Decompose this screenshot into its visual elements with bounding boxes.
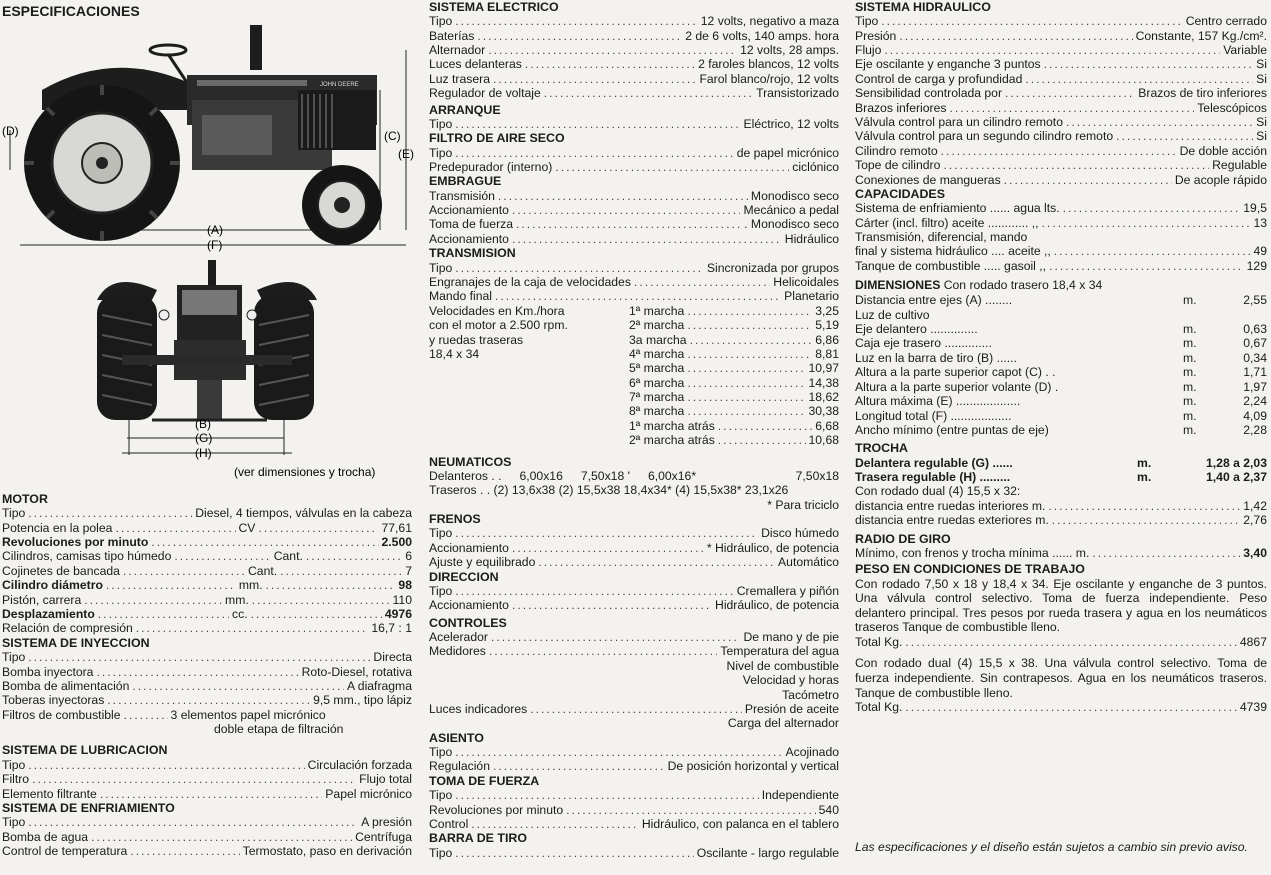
spec-row: Control de carga y profundidad ..... Si xyxy=(855,72,1267,86)
spec-row: Bomba inyectora ..... Roto-Diesel, rotativa xyxy=(2,665,412,679)
dim-label-h: (H) xyxy=(195,446,212,460)
dim-label-f: (F) xyxy=(207,238,223,252)
spec-row: Predepurador (interno) ..... ciclónico xyxy=(429,160,839,174)
gear-row: 2ª marcha ..... 5,19 xyxy=(629,318,839,332)
dimension-row: Longitud total (F) .................. m. 4,09 xyxy=(855,408,1267,423)
spec-row: Engranajes de la caja de velocidades ..... Helicoidales xyxy=(429,275,839,289)
transmision-title: TRANSMISION xyxy=(429,246,516,261)
spec-row: Tipo ..... Directa xyxy=(2,650,412,664)
gear-row: 4ª marcha ..... 8,81 xyxy=(629,347,839,361)
spec-row: Alternador ..... 12 volts, 28 amps. xyxy=(429,43,839,57)
hidraulico-title: SISTEMA HIDRAULICO xyxy=(855,0,991,14)
gear-row: 6ª marcha ..... 14,38 xyxy=(629,376,839,390)
spec-row: Luces delanteras ..... 2 faroles blancos, 12 volts xyxy=(429,57,839,71)
spec-row: Cárter (incl. filtro) aceite ............ ,, ..... 13 xyxy=(855,216,1267,230)
filtro-aire-title: FILTRO DE AIRE SECO xyxy=(429,131,565,146)
spec-row: Tipo ..... Disco húmedo xyxy=(429,526,839,540)
spec-row: Accionamiento ..... Hidráulico xyxy=(429,232,839,246)
trocha-row: Delantera regulable (G) ...... m. 1,28 a 2,03 xyxy=(855,455,1267,470)
spec-row: Revoluciones por minuto ..... 2.500 xyxy=(2,535,412,549)
spec-row: Luces indicadores ..... Presión de aceite xyxy=(429,702,839,716)
peso-title: PESO EN CONDICIONES DE TRABAJO xyxy=(855,562,1085,577)
brand-badge: JOHN DEERE xyxy=(320,82,359,88)
trocha-dual-list xyxy=(855,499,1267,528)
capacidades-transmision: Transmisión, diferencial, mando xyxy=(855,230,1028,245)
dimension-row: Ancho mínimo (entre puntas de eje) m. 2,28 xyxy=(855,422,1267,437)
gear-description-line: y ruedas traseras xyxy=(429,332,524,347)
spec-row: Accionamiento ..... Mecánico a pedal xyxy=(429,203,839,217)
spec-row: Válvula control para un segundo cilindro remoto ..... Si xyxy=(855,129,1267,143)
gear-speeds xyxy=(429,304,839,448)
dim-label-b: (B) xyxy=(195,417,211,431)
spec-row-continued: Nivel de combustible xyxy=(726,658,839,673)
toma-fuerza-list xyxy=(429,788,839,831)
spec-row-continued: doble etapa de filtración xyxy=(214,722,344,737)
enfriamiento-list xyxy=(2,815,412,858)
column-right xyxy=(855,0,1267,854)
spec-row: Tanque de combustible ..... gasoil ,, ..... 129 xyxy=(855,259,1267,273)
filtro-aire-list xyxy=(429,146,839,175)
spec-row: Total Kg. ..... 4739 xyxy=(855,700,1267,714)
figure-caption: (ver dimensiones y trocha) xyxy=(234,465,376,479)
spec-row: Medidores ..... Temperatura del agua xyxy=(429,644,839,658)
electrico-list xyxy=(429,14,839,100)
embrague-list xyxy=(429,189,839,247)
spec-row-continued: Tacómetro xyxy=(782,687,839,702)
asiento-list xyxy=(429,745,839,774)
tractor-side-view-illustration xyxy=(2,20,414,260)
inyeccion-list xyxy=(2,650,412,708)
spec-row: Sistema de enfriamiento ...... agua lts. ..... 19,5 xyxy=(855,201,1267,215)
dimensiones-list xyxy=(855,293,1267,437)
spec-row: Mando final ..... Planetario xyxy=(429,289,839,303)
lubricacion-title: SISTEMA DE LUBRICACION xyxy=(2,743,168,758)
column-left xyxy=(2,0,412,858)
embrague-title: EMBRAGUE xyxy=(429,174,502,189)
spec-row: Pistón, carrera ..... mm. ..... 110 xyxy=(2,593,412,607)
spec-row-continued: Carga del alternador xyxy=(727,716,839,731)
spec-row: Filtros de combustible ..... 3 elementos papel micrónico xyxy=(2,708,412,722)
gear-speeds-description xyxy=(429,304,629,448)
spec-row: Conexiones de mangueras ..... De acople rápido xyxy=(855,173,1267,187)
dim-label-g: (G) xyxy=(195,431,213,445)
spec-row: Cilindro remoto ..... De doble acción xyxy=(855,144,1267,158)
dimension-row: Eje delantero .............. m. 0,63 xyxy=(855,322,1267,337)
spec-row: Tope de cilindro ..... Regulable xyxy=(855,158,1267,172)
spec-row: Filtro ..... Flujo total xyxy=(2,772,412,786)
dimension-row: Luz de cultivo xyxy=(855,307,930,322)
spec-row: Bomba de alimentación ..... A diafragma xyxy=(2,679,412,693)
spec-row: Luz trasera ..... Farol blanco/rojo, 12 volts xyxy=(429,72,839,86)
dim-label-d: (D) xyxy=(2,124,19,138)
gear-row: 1ª marcha atrás ..... 6,68 xyxy=(629,419,839,433)
dim-label-e: (E) xyxy=(398,147,414,161)
spec-row: Presión ..... Constante, 157 Kg./cm². xyxy=(855,29,1267,43)
controles-list xyxy=(429,630,839,659)
spec-row: Tipo ..... Sincronizada por grupos xyxy=(429,261,839,275)
enfriamiento-title: SISTEMA DE ENFRIAMIENTO xyxy=(2,800,175,815)
electrico-title: SISTEMA ELECTRICO xyxy=(429,0,559,14)
lubricacion-list xyxy=(2,758,412,801)
spec-row: Cilindros, camisas tipo húmedo ..... Cant. ..... 6 xyxy=(2,549,412,563)
barra-tiro-list xyxy=(429,846,839,860)
spec-row: Total Kg. ..... 4867 xyxy=(855,635,1267,649)
spec-row: Tipo ..... Eléctrico, 12 volts xyxy=(429,117,839,131)
spec-row: Ajuste y equilibrado ..... Automático xyxy=(429,555,839,569)
gear-row: 5ª marcha ..... 10,97 xyxy=(629,361,839,375)
frenos-title: FRENOS xyxy=(429,512,481,527)
spec-row: distancia entre ruedas interiores m. ..... 1,42 xyxy=(855,499,1267,513)
neumaticos-delanteros: Delanteros . . 6,00x16 7,50x18 ' 6,00x16* 7,50x18 xyxy=(429,468,839,483)
frenos-list xyxy=(429,526,839,569)
direccion-title: DIRECCION xyxy=(429,569,499,584)
radio-giro-title: RADIO DE GIRO xyxy=(855,531,951,546)
barra-tiro-title: BARRA DE TIRO xyxy=(429,831,527,846)
spec-row: Sensibilidad controlada por ..... Brazos de tiro inferiores xyxy=(855,86,1267,100)
spec-row: Acelerador ..... De mano y de pie xyxy=(429,630,839,644)
spec-title: ESPECIFICACIONES xyxy=(2,3,140,19)
capacidades-list xyxy=(855,201,1267,230)
gear-row: 2ª marcha atrás ..... 10,68 xyxy=(629,433,839,447)
trocha-list xyxy=(855,456,1267,485)
spec-row: Tipo ..... Cremallera y piñón xyxy=(429,584,839,598)
dimension-row: Altura máxima (E) ................... m. 2,24 xyxy=(855,394,1267,409)
spec-row: Regulador de voltaje ..... Transistorizado xyxy=(429,86,839,100)
spec-row: Mínimo, con frenos y trocha mínima ...... m. ..... 3,40 xyxy=(855,546,1267,560)
capacidades-title: CAPACIDADES xyxy=(855,186,945,201)
spec-row: Potencia en la polea ..... CV ..... 77,61 xyxy=(2,521,412,535)
spec-row: distancia entre ruedas exteriores m. ..... 2,76 xyxy=(855,513,1267,527)
gear-description-line: Velocidades en Km./hora xyxy=(429,303,565,318)
dimension-row: Altura a la parte superior volante (D) . m. 1,97 xyxy=(855,379,1267,394)
motor-title: MOTOR xyxy=(2,492,48,506)
dimension-row: Luz en la barra de tiro (B) ...... m. 0,34 xyxy=(855,350,1267,365)
footer-note: Las especificaciones y el diseño están sujetos a cambio sin previo aviso. xyxy=(855,840,1248,854)
hidraulico-list xyxy=(855,14,1267,187)
neumaticos-title: NEUMATICOS xyxy=(429,454,512,469)
direccion-list xyxy=(429,584,839,613)
dim-label-c: (C) xyxy=(384,129,401,143)
tractor-rear-view-illustration xyxy=(2,260,414,492)
spec-row: Desplazamiento ..... cc. ..... 4976 xyxy=(2,607,412,621)
dimension-row: Altura a la parte superior capot (C) . . m. 1,71 xyxy=(855,365,1267,380)
motor-list xyxy=(2,506,412,636)
gear-description-line: 18,4 x 34 xyxy=(429,346,480,361)
spec-row: Accionamiento ..... Hidráulico, de potencia xyxy=(429,598,839,612)
spec-row: Tipo ..... de papel micrónico xyxy=(429,146,839,160)
spec-row: Elemento filtrante ..... Papel micrónico xyxy=(2,787,412,801)
spec-row: Cilindro diámetro ..... mm. ..... 98 xyxy=(2,578,412,592)
spec-row: Revoluciones por minuto ..... 540 xyxy=(429,803,839,817)
column-middle xyxy=(429,0,839,860)
neumaticos-traseros: Traseros . . (2) 13,6x38 (2) 15,5x38 18,4x34* (4) 15,5x38* 23,1x26 xyxy=(429,483,789,498)
spec-row: Control de temperatura ..... Termostato, paso en derivación xyxy=(2,844,412,858)
controles-title: CONTROLES xyxy=(429,615,507,630)
gear-row: 7ª marcha ..... 18,62 xyxy=(629,390,839,404)
peso-paragraph-1: Con rodado 7,50 x 18 y 18,4 x 34. Eje oscilante y enganche de 3 puntos. Una válvula control selectivo. Toma de fuerza independiente. Peso delantero principal. Tres pesos por rueda trasera y agua en los neumáticos traseros Tanque de combustible lleno. xyxy=(855,576,1267,635)
spec-row: Tipo ..... Oscilante - largo regulable xyxy=(429,846,839,860)
spec-row: Baterías ..... 2 de 6 volts, 140 amps. hora xyxy=(429,29,839,43)
spec-row: Tipo ..... Acojinado xyxy=(429,745,839,759)
capacidades-list-2 xyxy=(855,244,1267,273)
gear-description-line: con el motor a 2.500 rpm. xyxy=(429,318,568,333)
spec-row: Relación de compresión ..... 16,7 : 1 xyxy=(2,621,412,635)
trocha-dual: Con rodado dual (4) 15,5 x 32: xyxy=(855,484,1021,499)
spec-row: Accionamiento ..... * Hidráulico, de potencia xyxy=(429,541,839,555)
trocha-title: TROCHA xyxy=(855,441,908,456)
arranque-title: ARRANQUE xyxy=(429,102,501,117)
spec-row: Eje oscilante y enganche 3 puntos ..... Si xyxy=(855,57,1267,71)
neumaticos-note: * Para triciclo xyxy=(767,497,839,512)
transmision-list xyxy=(429,261,839,304)
toma-fuerza-title: TOMA DE FUERZA xyxy=(429,773,540,788)
spec-row: Regulación ..... De posición horizontal y vertical xyxy=(429,759,839,773)
inyeccion-title: SISTEMA DE INYECCION xyxy=(2,635,150,650)
spec-row: Tipo ..... Centro cerrado xyxy=(855,14,1267,28)
gear-row: 8ª marcha ..... 30,38 xyxy=(629,404,839,418)
dimension-row: Distancia entre ejes (A) ........ m. 2,55 xyxy=(855,293,1267,308)
dimension-row: Caja eje trasero .............. m. 0,67 xyxy=(855,336,1267,351)
spec-row: Toberas inyectoras ..... 9,5 mm., tipo lápiz xyxy=(2,693,412,707)
spec-row: Toma de fuerza ..... . Monodisco seco xyxy=(429,217,839,231)
trocha-row: Trasera regulable (H) ......... m. 1,40 a 2,37 xyxy=(855,470,1267,485)
spec-row: Transmisión ..... Monodisco seco xyxy=(429,189,839,203)
spec-row: Control ..... Hidráulico, con palanca en el tablero xyxy=(429,817,839,831)
asiento-title: ASIENTO xyxy=(429,730,484,745)
gear-row: 1ª marcha ..... 3,25 xyxy=(629,304,839,318)
arranque-list xyxy=(429,117,839,131)
spec-row: Tipo ..... 12 volts, negativo a maza xyxy=(429,14,839,28)
spec-row: Bomba de agua ..... Centrífuga xyxy=(2,830,412,844)
spec-row: Tipo ..... Independiente xyxy=(429,788,839,802)
spec-row: Flujo ..... Variable xyxy=(855,43,1267,57)
gear-speeds-list xyxy=(629,304,839,448)
gear-row: 3a marcha ..... 6,86 xyxy=(629,333,839,347)
spec-row-continued: Velocidad y horas xyxy=(742,673,839,688)
spec-row: Tipo ..... Diesel, 4 tiempos, válvulas en la cabeza xyxy=(2,506,412,520)
dimensiones-header: DIMENSIONES Con rodado trasero 18,4 x 34 xyxy=(855,278,1103,293)
spec-row: Tipo ..... A presión xyxy=(2,815,412,829)
dim-label-a: (A) xyxy=(207,223,223,237)
spec-row: final y sistema hidráulico .... aceite ,, ..... 49 xyxy=(855,244,1267,258)
spec-row: Brazos inferiores ..... Telescópicos xyxy=(855,101,1267,115)
spec-row: Válvula control para un cilindro remoto ..... Si xyxy=(855,115,1267,129)
spec-row: Cojinetes de bancada ..... Cant. ..... 7 xyxy=(2,564,412,578)
peso-paragraph-2: Con rodado dual (4) 15,5 x 38. Una válvula control selectivo. Toma de fuerza independiente. Sin contrapesos. Agua en los neumáticos traseros. Tanque de combustible lleno. xyxy=(855,656,1267,700)
spec-row: Tipo ..... Circulación forzada xyxy=(2,758,412,772)
